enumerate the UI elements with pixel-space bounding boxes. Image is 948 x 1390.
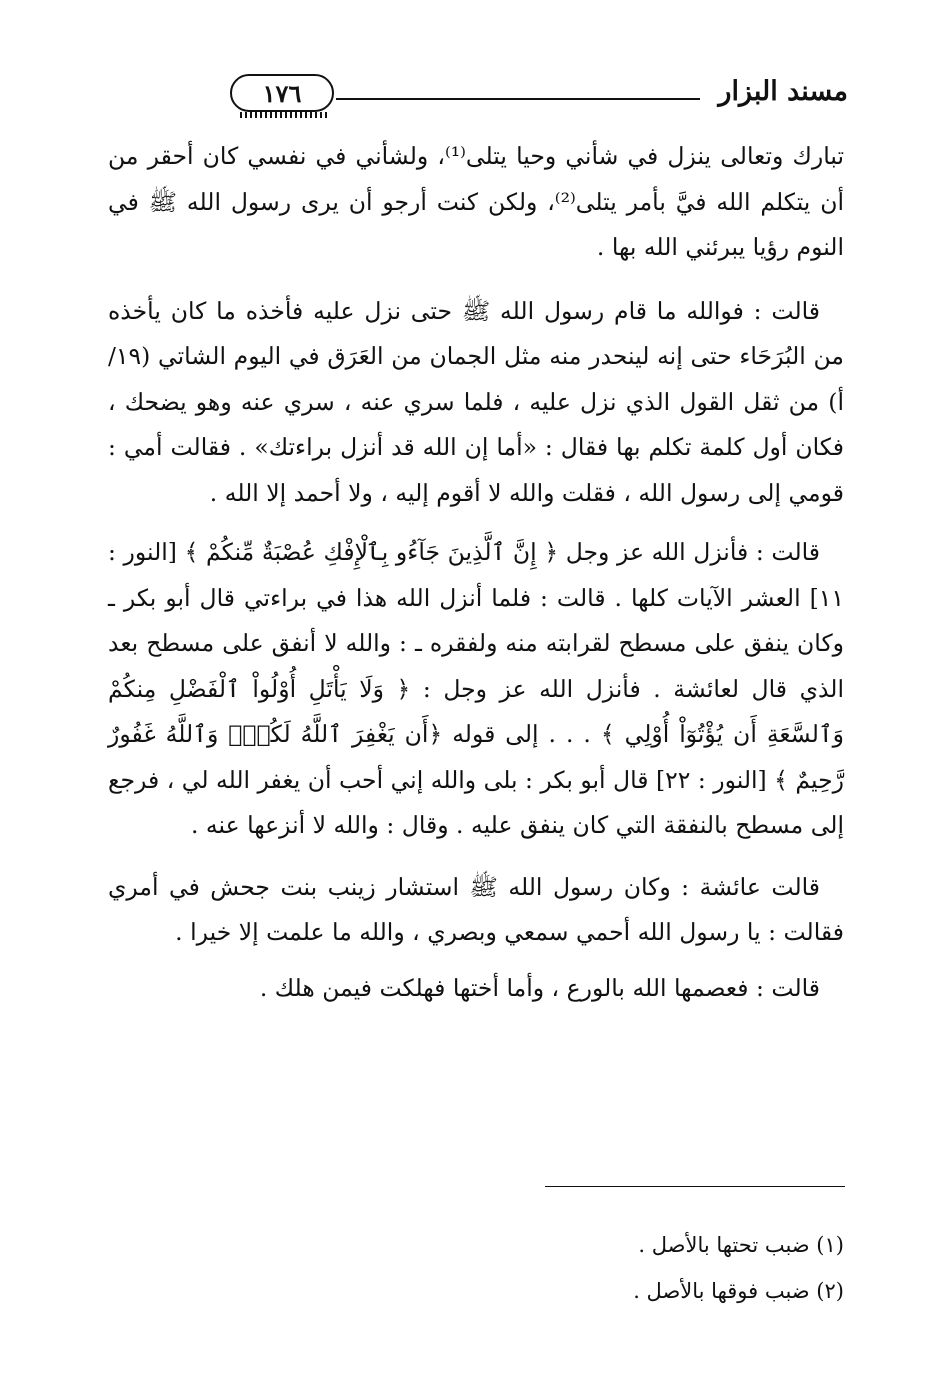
- page-number-badge: [230, 74, 334, 112]
- badge-ornament: [240, 112, 328, 118]
- paragraph: قالت عائشة : وكان رسول الله ﷺ استشار زينب بنت جحش في أمري فقالت : يا رسول الله أحمي سمعي وبصري ، والله ما علمت إلا خيرا .: [108, 872, 844, 946]
- footnotes: [104, 1222, 844, 1314]
- paragraph: قالت : فوالله ما قام رسول الله ﷺ حتى نزل عليه فأخذه ما كان يأخذه من البُرَحَاء حتى إنه لينحدر منه مثل الجمان من العَرَق في اليوم الشاتي (١٩/أ) من ثقل القول الذي نزل عليه ، فلما سري عنه ، سري عنه وهو يضحك ، فكان أول كلمة تكلم بها فقال : «أما إن الله قد أنزل براءتك» . فقالت أمي : قومي إلى رسول الله ، فقلت والله لا أقوم إليه ، ولا أحمد إلا الله .: [108, 296, 844, 507]
- book-title: مسند البزار: [718, 76, 848, 107]
- footnote: (٢) ضبب فوقها بالأصل .: [633, 1279, 844, 1303]
- paragraph: قالت : فعصمها الله بالورع ، وأما أختها فهلكت فيمن هلك .: [259, 973, 820, 1002]
- paragraph: تبارك وتعالى ينزل في شأني وحيا يتلى⁽¹⁾، ولشأني في نفسي كان أحقر من أن يتكلم الله فيَّ بأمر يتلى⁽²⁾، ولكن كنت أرجو أن يرى رسول الله ﷺ في النوم رؤيا يبرئني الله بها .: [108, 142, 844, 261]
- page-header: [100, 74, 848, 124]
- footnote-divider: [545, 1186, 845, 1187]
- footnote: (١) ضبب تحتها بالأصل .: [638, 1233, 844, 1257]
- main-text: [108, 134, 844, 1011]
- paragraph: قالت : فأنزل الله عز وجل ﴿ إِنَّ ٱلَّذِينَ جَآءُو بِٱلْإِفْكِ عُصْبَةٌ مِّنكُمْ ﴾ [النور : ١١] العشر الآيات كلها . قالت : فلما أنزل الله هذا في براءتي قال أبو بكر ـ وكان ينفق على مسطح لقرابته منه ولفقره ـ : والله لا أنفق على مسطح بعد الذي قال لعائشة . فأنزل الله عز وجل : ﴿ وَلَا يَأْتَلِ أُوْلُواْ ٱلْفَضْلِ مِنكُمْ وَٱلسَّعَةِ أَن يُؤْتُوٓاْ أُوْلِي ﴾ . . . إلى قوله ﴿أَن يَغْفِرَ ٱللَّهُ لَكُمْۚ وَٱللَّهُ غَفُورٌ رَّحِيمٌ ﴾ [النور : ٢٢] قال أبو بكر : بلى والله إني أحب أن يغفر الله لي ، فرجع إلى مسطح بالنفقة التي كان ينفق عليه . وقال : والله لا أنزعها عنه .: [108, 538, 844, 839]
- header-rule: [336, 98, 700, 100]
- page-number: ١٧٦: [262, 78, 302, 108]
